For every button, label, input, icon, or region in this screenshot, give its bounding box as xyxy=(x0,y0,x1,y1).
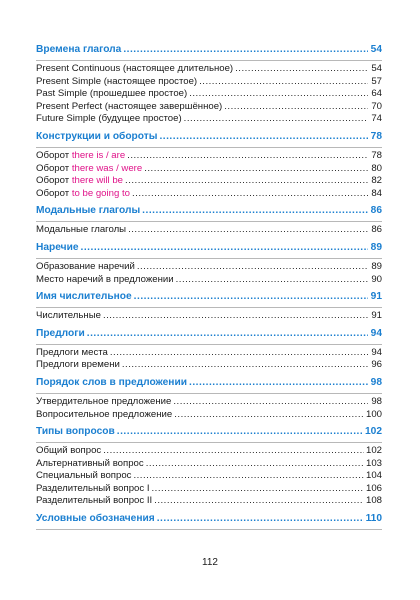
entry-title: Специальный вопрос xyxy=(36,470,132,482)
section-heading[interactable] xyxy=(36,328,382,345)
toc-entry[interactable] xyxy=(36,88,382,101)
section-title: Времена глагола xyxy=(36,44,122,55)
entry-title: Present Perfect (настоящее завершённое) xyxy=(36,100,223,112)
entry-page-number: 78 xyxy=(371,149,382,161)
entry-title: Общий вопрос xyxy=(36,445,102,457)
entry-title: Образование наречий xyxy=(36,260,135,272)
section-heading[interactable] xyxy=(36,513,382,530)
entry-prefix: Оборот xyxy=(36,149,70,161)
section-page-number: 110 xyxy=(365,513,382,525)
toc-entry[interactable] xyxy=(36,483,382,496)
entry-page-number: 84 xyxy=(371,187,382,199)
entry-page-number: 106 xyxy=(365,482,382,494)
entry-title: Future Simple (будущее простое) xyxy=(36,113,182,125)
section-heading[interactable] xyxy=(36,205,382,222)
dot-leader xyxy=(133,470,364,483)
section-title: Наречие xyxy=(36,241,79,253)
entry-page-number: 104 xyxy=(365,470,382,482)
entry-page-number: 74 xyxy=(371,113,382,125)
dot-leader xyxy=(154,495,364,508)
entry-prefix: Оборот xyxy=(36,187,70,199)
toc-entry[interactable] xyxy=(36,445,382,458)
entry-page-number: 54 xyxy=(371,63,382,74)
toc-entry[interactable] xyxy=(36,63,382,76)
entry-title: Числительные xyxy=(36,310,101,322)
dot-leader xyxy=(152,483,364,496)
section-heading[interactable] xyxy=(36,242,382,259)
dot-leader xyxy=(103,445,364,458)
entry-highlight: there is / are xyxy=(71,149,126,161)
entry-title: Утвердительное предложение xyxy=(36,395,172,407)
toc-entry[interactable] xyxy=(36,76,382,89)
toc-entry[interactable] xyxy=(36,274,382,287)
section-title: Предлоги xyxy=(36,327,85,339)
entry-page-number: 57 xyxy=(371,75,382,87)
section-heading[interactable] xyxy=(36,291,382,308)
section-title: Модальные глаголы xyxy=(36,205,141,217)
dot-leader xyxy=(146,458,364,471)
toc-section xyxy=(36,291,382,323)
entry-page-number: 64 xyxy=(371,88,382,100)
toc-entry[interactable] xyxy=(36,163,382,176)
entry-title: Разделительный вопрос I xyxy=(36,482,150,494)
entry-prefix: Оборот xyxy=(36,162,70,174)
dot-leader xyxy=(134,291,368,302)
section-page-number: 86 xyxy=(370,205,382,217)
entry-title xyxy=(36,188,130,201)
toc-section xyxy=(36,426,382,508)
toc-section xyxy=(36,44,382,126)
entry-title: Разделительный вопрос II xyxy=(36,495,153,507)
entry-title: Альтернативный вопрос xyxy=(36,457,144,469)
dot-leader xyxy=(87,328,368,339)
entry-page-number: 80 xyxy=(371,162,382,174)
entry-page-number: 96 xyxy=(371,359,382,371)
entry-title: Вопросительное предложение xyxy=(36,408,173,420)
dot-leader xyxy=(123,44,368,55)
entry-page-number: 100 xyxy=(365,408,382,420)
dot-leader xyxy=(128,224,368,237)
entry-page-number: 90 xyxy=(371,273,382,285)
toc-section xyxy=(36,131,382,200)
entry-title xyxy=(36,163,142,176)
section-title: Условные обозначения xyxy=(36,513,155,525)
entry-page-number: 86 xyxy=(371,224,382,236)
toc-entry[interactable] xyxy=(36,188,382,201)
entry-highlight: there will be xyxy=(71,175,124,187)
section-heading[interactable] xyxy=(36,131,382,148)
dot-leader xyxy=(174,409,364,422)
table-of-contents xyxy=(36,44,382,535)
dot-leader xyxy=(224,101,368,114)
toc-entry[interactable] xyxy=(36,409,382,422)
dot-leader xyxy=(199,76,368,89)
dot-leader xyxy=(176,274,368,287)
section-page-number: 89 xyxy=(370,241,382,253)
dot-leader xyxy=(137,261,368,274)
entry-page-number: 103 xyxy=(365,457,382,469)
entry-title: Место наречий в предложении xyxy=(36,273,174,285)
toc-entry[interactable] xyxy=(36,261,382,274)
toc-section xyxy=(36,205,382,237)
toc-entry[interactable] xyxy=(36,224,382,237)
entry-page-number: 94 xyxy=(371,346,382,358)
toc-entry[interactable] xyxy=(36,101,382,114)
entry-title: Present Simple (настоящее простое) xyxy=(36,75,198,87)
section-page-number: 54 xyxy=(370,44,382,55)
toc-section xyxy=(36,328,382,372)
section-page-number: 102 xyxy=(365,426,382,438)
toc-section xyxy=(36,377,382,421)
toc-entry[interactable] xyxy=(36,113,382,126)
dot-leader xyxy=(127,150,368,163)
entry-highlight: there was / were xyxy=(71,162,143,174)
toc-entry[interactable] xyxy=(36,458,382,471)
section-heading[interactable] xyxy=(36,426,382,443)
entry-title: Предлоги времени xyxy=(36,359,120,371)
entry-page-number: 82 xyxy=(371,175,382,187)
dot-leader xyxy=(184,113,368,126)
toc-section xyxy=(36,513,382,530)
entry-title: Модальные глаголы xyxy=(36,224,127,236)
dot-leader xyxy=(125,175,368,188)
entry-title xyxy=(36,150,125,163)
dot-leader xyxy=(122,359,368,372)
toc-entry[interactable] xyxy=(36,347,382,360)
entry-highlight: to be going to xyxy=(71,187,130,199)
dot-leader xyxy=(157,513,364,524)
toc-entry[interactable] xyxy=(36,310,382,323)
section-heading[interactable] xyxy=(36,44,382,61)
dot-leader xyxy=(81,242,368,253)
dot-leader xyxy=(173,396,368,409)
section-page-number: 78 xyxy=(370,130,382,142)
entry-page-number: 98 xyxy=(371,395,382,407)
toc-entry[interactable] xyxy=(36,470,382,483)
entry-page-number: 108 xyxy=(365,495,382,507)
toc-entry[interactable] xyxy=(36,396,382,409)
dot-leader xyxy=(235,63,368,76)
section-title: Конструкции и обороты xyxy=(36,130,158,142)
dot-leader xyxy=(189,377,368,388)
toc-entry[interactable] xyxy=(36,495,382,508)
section-title: Имя числительное xyxy=(36,291,132,303)
toc-entry[interactable] xyxy=(36,150,382,163)
section-title: Типы вопросов xyxy=(36,426,115,438)
dot-leader xyxy=(142,205,368,216)
section-page-number: 94 xyxy=(370,327,382,339)
toc-section xyxy=(36,242,382,286)
page-number: 112 xyxy=(202,557,218,568)
section-title: Порядок слов в предложении xyxy=(36,376,187,388)
toc-entry[interactable] xyxy=(36,359,382,372)
entry-title: Past Simple (прошедшее простое) xyxy=(36,88,188,100)
section-heading[interactable] xyxy=(36,377,382,394)
entry-page-number: 89 xyxy=(371,260,382,272)
toc-entry[interactable] xyxy=(36,175,382,188)
dot-leader xyxy=(189,88,368,101)
entry-page-number: 70 xyxy=(371,100,382,112)
dot-leader xyxy=(159,131,368,142)
entry-title: Предлоги места xyxy=(36,346,108,358)
section-page-number: 91 xyxy=(370,291,382,303)
section-page-number: 98 xyxy=(370,376,382,388)
dot-leader xyxy=(117,426,363,437)
entry-title: Present Continuous (настоящее длительное) xyxy=(36,63,234,74)
entry-page-number: 91 xyxy=(371,310,382,322)
entry-prefix: Оборот xyxy=(36,175,70,187)
dot-leader xyxy=(132,188,368,201)
dot-leader xyxy=(110,347,368,360)
dot-leader xyxy=(103,310,368,323)
entry-title xyxy=(36,175,123,188)
dot-leader xyxy=(144,163,368,176)
entry-page-number: 102 xyxy=(365,445,382,457)
